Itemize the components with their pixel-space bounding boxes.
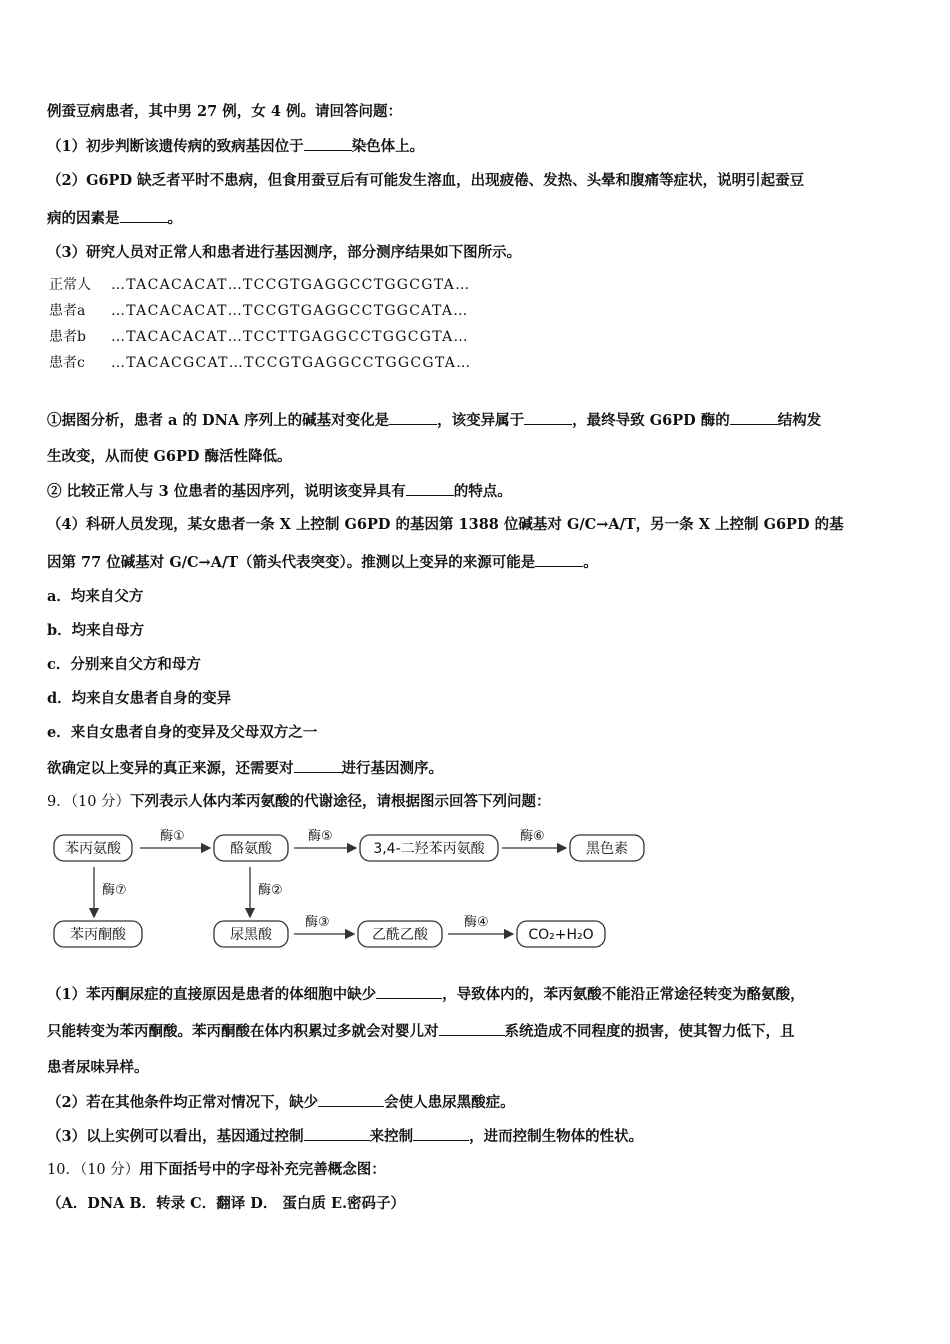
q9-part2: （2）若在其他条件均正常对情况下，缺少 会使人患尿黑酸症。: [47, 1094, 515, 1111]
answer-blank[interactable]: [535, 552, 583, 567]
q8-sub1-line2: 生改变，从而使 G6PD 酶活性降低。: [47, 448, 292, 465]
option-d: d．均来自女患者自身的变异: [47, 690, 232, 707]
q8-part4-line2: 因第 77 位碱基对 G/C→A/T（箭头代表突变）。推测以上变异的来源可能是 。: [47, 554, 598, 571]
sequence-row: 正常人 …TACACACAT…TCCGTGAGGCCTGGCGTA…: [49, 277, 471, 293]
answer-blank[interactable]: [439, 1021, 505, 1036]
q8-sub2: ② 比较正常人与 3 位患者的基因序列，说明该变异具有 的特点。: [47, 483, 512, 500]
answer-blank[interactable]: [304, 136, 352, 151]
q9-part1-line2: 只能转变为苯丙酮酸。苯丙酮酸在体内积累过多就会对婴儿对 系统造成不同程度的损害，使其智力低下，且: [47, 1023, 795, 1040]
q8-part1: （1）初步判断该遗传病的致病基因位于 染色体上。: [47, 138, 425, 155]
answer-blank[interactable]: [406, 481, 454, 496]
q8-intro: 例蚕豆病患者，其中男 27 例，女 4 例。请回答问题：: [47, 103, 402, 120]
answer-blank[interactable]: [318, 1092, 384, 1107]
option-a: a．均来自父方: [47, 588, 144, 605]
q9-part1-line1: （1）苯丙酮尿症的直接原因是患者的体细胞中缺少 ，导致体内的，苯丙氨酸不能沿正常途径转变为酪氨酸，: [47, 986, 805, 1003]
q10-choices: （A．DNA B．转录 C．翻译 D． 蛋白质 E.密码子）: [47, 1195, 406, 1212]
answer-blank[interactable]: [389, 410, 437, 425]
enzyme-5: 酶⑤: [308, 829, 333, 844]
enzyme-1: 酶①: [160, 829, 185, 844]
label-tyrosine: 酪氨酸: [230, 841, 272, 857]
q9-stem: 9．（10 分）下列表示人体内苯丙氨酸的代谢途径，请根据图示回答下列问题：: [47, 793, 551, 810]
q8-part4-line1: （4）科研人员发现，某女患者一条 X 上控制 G6PD 的基因第 1388 位碱基对 G/C→A/T，另一条 X 上控制 G6PD 的基: [47, 516, 844, 533]
answer-blank[interactable]: [730, 410, 778, 425]
label-co2-h2o: CO₂+H₂O: [528, 927, 594, 943]
label-dopa: 3,4-二羟苯丙氨酸: [373, 841, 485, 857]
label-homogentisic-acid: 尿黑酸: [230, 927, 272, 943]
sequence-row: 患者b …TACACACAT…TCCTTGAGGCCTGGCGTA…: [49, 329, 469, 345]
answer-blank[interactable]: [120, 208, 168, 223]
label-phenylpyruvic-acid: 苯丙酮酸: [70, 927, 126, 943]
q8-part3: （3）研究人员对正常人和患者进行基因测序，部分测序结果如下图所示。: [47, 244, 522, 261]
metabolic-pathway-diagram: [50, 822, 650, 962]
option-e: e．来自女患者自身的变异及父母双方之一: [47, 724, 318, 741]
option-b: b．均来自母方: [47, 622, 145, 639]
enzyme-6: 酶⑥: [520, 829, 545, 844]
answer-blank[interactable]: [294, 758, 342, 773]
answer-blank[interactable]: [524, 410, 572, 425]
label-acetoacetic-acid: 乙酰乙酸: [372, 927, 428, 943]
q8-part5: 欲确定以上变异的真正来源，还需要对 进行基因测序。: [47, 760, 443, 777]
answer-blank[interactable]: [413, 1126, 469, 1141]
answer-blank[interactable]: [376, 984, 442, 999]
answer-blank[interactable]: [304, 1126, 370, 1141]
q9-part3: （3）以上实例可以看出，基因通过控制 来控制 ，进而控制生物体的性状。: [47, 1128, 644, 1145]
option-c: c．分别来自父方和母方: [47, 656, 201, 673]
label-melanin: 黑色素: [586, 841, 628, 857]
q8-sub1-line1: ①据图分析，患者 a 的 DNA 序列上的碱基对变化是 ，该变异属于 ，最终导致 G6PD 酶的 结构发: [47, 412, 822, 429]
enzyme-3: 酶③: [305, 915, 330, 930]
enzyme-2: 酶②: [258, 883, 283, 898]
q10-stem: 10．（10 分）用下面括号中的字母补充完善概念图：: [47, 1161, 386, 1178]
sequence-row: 患者a …TACACACAT…TCCGTGAGGCCTGGCATA…: [49, 303, 469, 319]
label-phenylalanine: 苯丙氨酸: [65, 841, 121, 857]
enzyme-4: 酶④: [464, 915, 489, 930]
sequence-row: 患者c …TACACGCAT…TCCGTGAGGCCTGGCGTA…: [49, 355, 472, 371]
q8-part2-line2: 病的因素是 。: [47, 210, 182, 227]
q9-part1-line3: 患者尿味异样。: [47, 1059, 149, 1076]
enzyme-7: 酶⑦: [102, 883, 127, 898]
q8-part2-line1: （2）G6PD 缺乏者平时不患病，但食用蚕豆后有可能发生溶血，出现疲倦、发热、头晕和腹痛等症状，说明引起蚕豆: [47, 172, 805, 189]
